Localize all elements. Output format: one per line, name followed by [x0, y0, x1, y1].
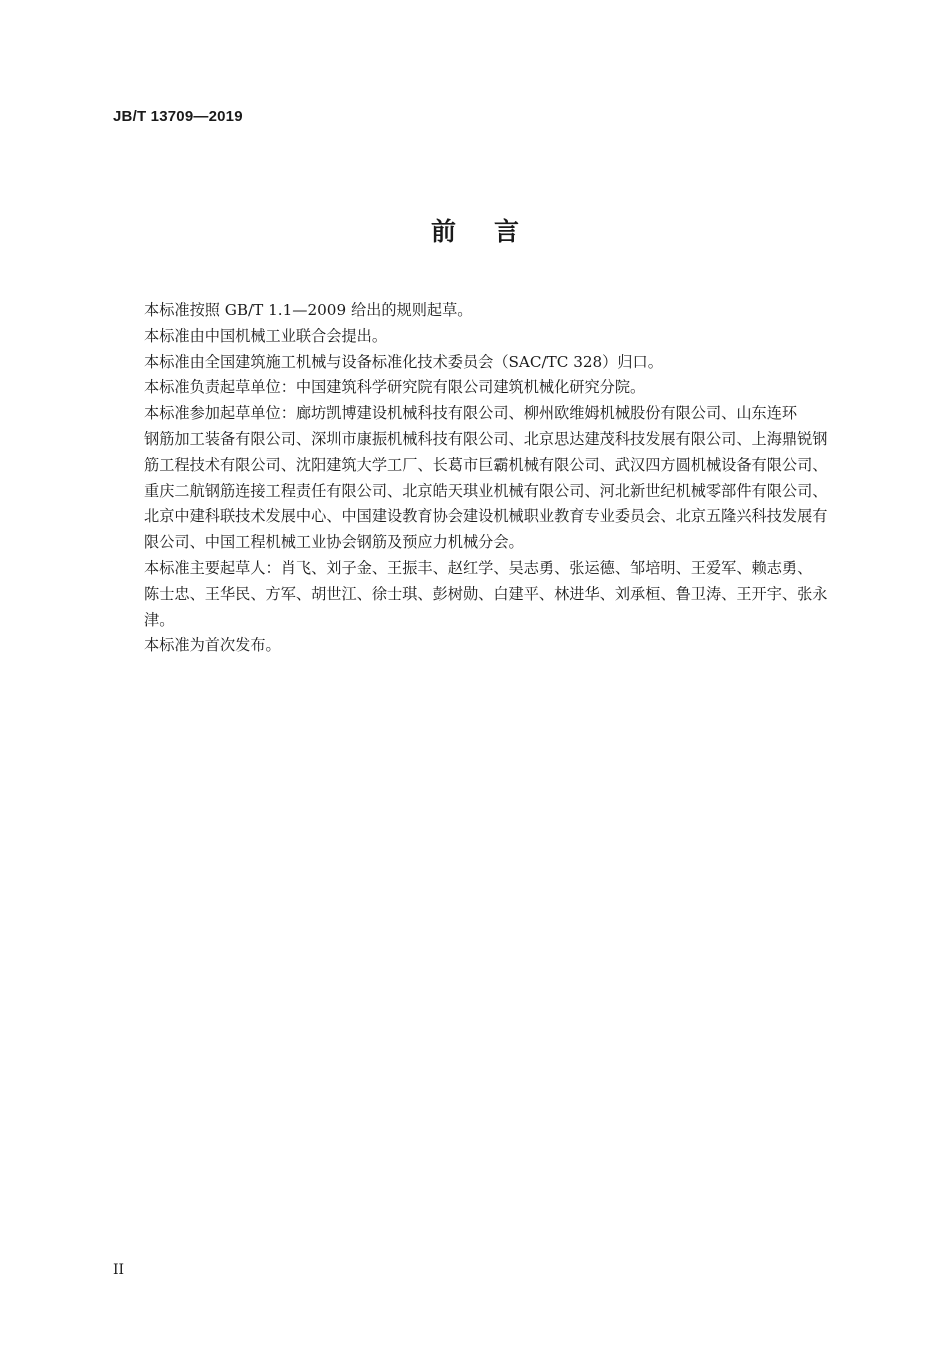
paragraph — [113, 298, 863, 324]
paragraph-line: 本标准按照 GB/T 1.1—2009 给出的规则起草。 — [144, 301, 473, 319]
paragraph — [113, 375, 863, 401]
document-number: JB/T 13709—2019 — [113, 108, 243, 125]
paragraph-line: 本标准由全国建筑施工机械与设备标准化技术委员会（SAC/TC 328）归口。 — [144, 352, 663, 371]
paragraph — [113, 324, 863, 350]
paragraph — [113, 633, 863, 659]
paragraph-line: 北京中建科联技术发展中心、中国建设教育协会建设机械职业教育专业委员会、北京五隆兴科技发展有 — [144, 507, 828, 526]
paragraph-line: 本标准负责起草单位：中国建筑科学研究院有限公司建筑机械化研究分院。 — [144, 378, 646, 397]
paragraph-line: 本标准主要起草人：肖飞、刘子金、王振丰、赵红学、吴志勇、张运德、邹培明、王爱军、赖志勇、 — [144, 558, 813, 577]
paragraph-line: 陈士忠、王华民、方军、胡世江、徐士琪、彭树勋、白建平、林进华、刘承桓、鲁卫涛、王开宇、张永 — [144, 584, 828, 603]
paragraph-line: 本标准为首次发布。 — [144, 636, 281, 655]
foreword-body — [113, 298, 863, 659]
section-title: 前言 — [430, 217, 557, 246]
paragraph — [113, 401, 863, 556]
paragraph — [113, 350, 863, 376]
paragraph-line: 本标准由中国机械工业联合会提出。 — [144, 326, 387, 345]
paragraph-line: 津。 — [144, 610, 175, 629]
paragraph-line: 筋工程技术有限公司、沈阳建筑大学工厂、长葛市巨霸机械有限公司、武汉四方圆机械设备有限公司、 — [144, 455, 828, 474]
paragraph-line: 限公司、中国工程机械工业协会钢筋及预应力机械分会。 — [144, 533, 524, 552]
paragraph-line: 重庆二航钢筋连接工程责任有限公司、北京皓天琪业机械有限公司、河北新世纪机械零部件有限公司、 — [144, 481, 828, 500]
page-number: II — [113, 1262, 125, 1278]
paragraph — [113, 556, 863, 633]
paragraph-line: 本标准参加起草单位：廊坊凯博建设机械科技有限公司、柳州欧维姆机械股份有限公司、山东连环 — [144, 404, 798, 423]
paragraph-line: 钢筋加工装备有限公司、深圳市康振机械科技有限公司、北京思达建茂科技发展有限公司、上海鼎锐钢 — [144, 429, 828, 448]
